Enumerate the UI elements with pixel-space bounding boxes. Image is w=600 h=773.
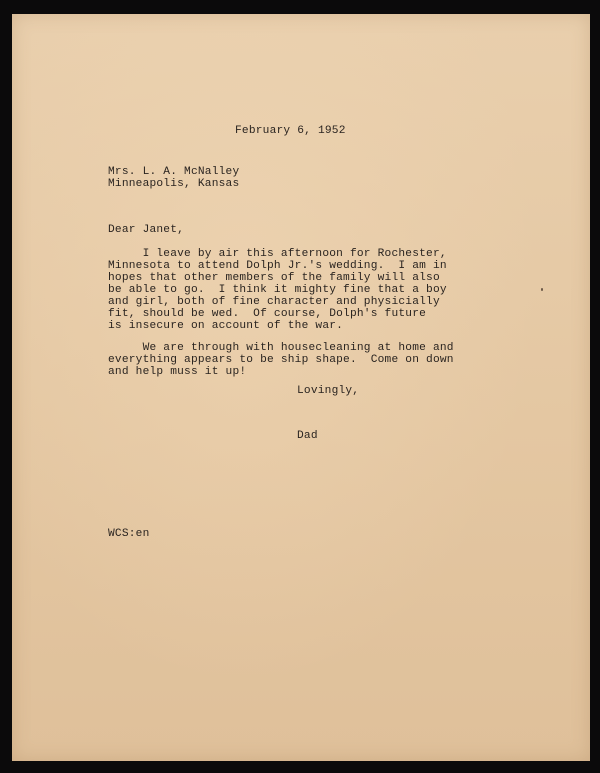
- recipient-name: Mrs. L. A. McNalley: [108, 166, 240, 178]
- body-line: I leave by air this afternoon for Rochester,: [108, 248, 447, 260]
- body-line: be able to go. I think it mighty fine that a boy: [108, 284, 447, 296]
- typist-initials: WCS:en: [108, 528, 150, 540]
- body-line: everything appears to be ship shape. Come on down: [108, 354, 454, 366]
- letter-page: [12, 14, 590, 761]
- body-line: and girl, both of fine character and physicially: [108, 296, 440, 308]
- body-line: and help muss it up!: [108, 366, 247, 378]
- body-line: fit, should be wed. Of course, Dolph's future: [108, 308, 427, 320]
- body-paragraph-2: [108, 342, 454, 378]
- body-line: is insecure on account of the war.: [108, 320, 344, 332]
- signature: Dad: [297, 430, 318, 442]
- letter-date: February 6, 1952: [235, 125, 346, 137]
- recipient-city: Minneapolis, Kansas: [108, 178, 240, 190]
- body-paragraph-1: [108, 248, 447, 332]
- paper-blemish: [541, 288, 543, 291]
- salutation: Dear Janet,: [108, 224, 185, 236]
- body-line: We are through with housecleaning at home and: [108, 342, 454, 354]
- body-line: hopes that other members of the family will also: [108, 272, 440, 284]
- body-line: Minnesota to attend Dolph Jr.'s wedding. I am in: [108, 260, 447, 272]
- recipient-address: [108, 166, 239, 190]
- closing: Lovingly,: [297, 385, 360, 397]
